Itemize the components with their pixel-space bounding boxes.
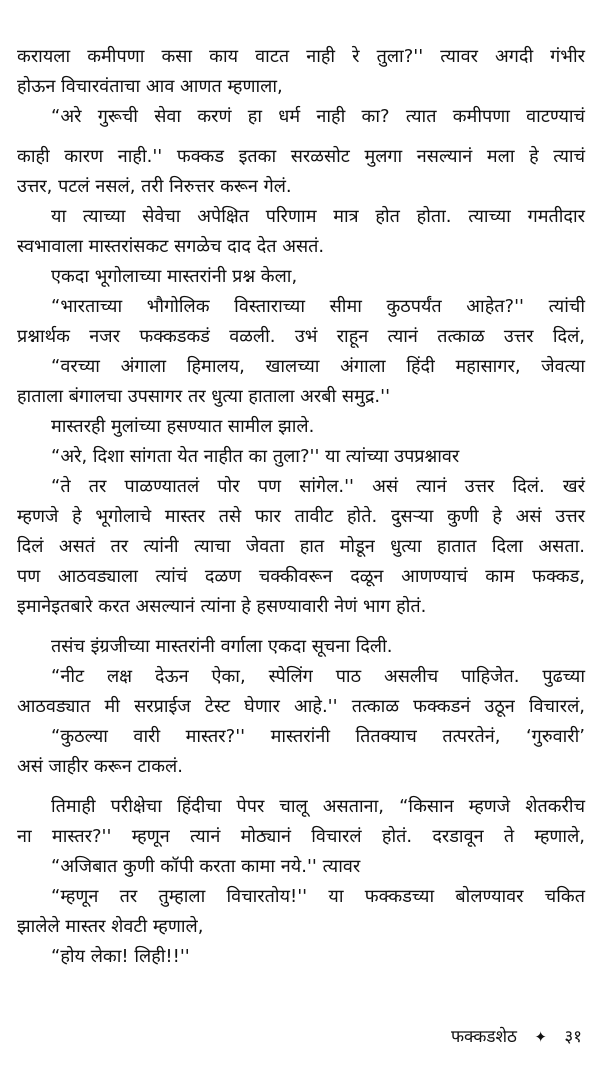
text-line: पण आठवड्याला त्यांचं दळण चक्कीवरून दळून आणण्याचं काम फक्कड, xyxy=(17,566,585,587)
text-line: तिमाही परीक्षेचा हिंदीचा पेपर चालू असताना, “किसान म्हणजे शेतकरीच xyxy=(51,796,585,817)
text-line: हाताला बंगालचा उपसागर तर धुत्या हाताला अरबी समुद्र.'' xyxy=(17,386,391,407)
text-line: “वरच्या अंगाला हिमालय, खालच्या अंगाला हिंदी महासागर, जेवत्या xyxy=(51,356,585,377)
text-line: म्हणजे हे भूगोलाचे मास्तर तसे फार तावीट होते. दुसऱ्या कुणी हे असं उत्तर xyxy=(17,506,585,527)
text-line: “म्हणून तर तुम्हाला विचारतोय!'' या फक्कडच्या बोलण्यावर चकित xyxy=(51,886,585,907)
text-line: स्वभावाला मास्तरांसकट सगळेच दाद देत असतं. xyxy=(17,236,325,257)
page-footer xyxy=(451,1023,582,1051)
text-line: या त्याच्या सेवेचा अपेक्षित परिणाम मात्र होत होता. त्याच्या गमतीदार xyxy=(51,206,585,227)
text-line: “कुठल्या वारी मास्तर?'' मास्तरांनी तितक्याच तत्परतेनं, ‘गुरुवारी’ xyxy=(51,726,585,747)
page-number: ३१ xyxy=(564,1027,582,1047)
text-line: आठवड्यात मी सरप्राईज टेस्ट घेणार आहे.'' तत्काळ फक्कडनं उठून विचारलं, xyxy=(17,696,585,717)
text-line: होऊन विचारवंताचा आव आणत म्हणाला, xyxy=(17,76,283,97)
text-line: “अरे गुरूची सेवा करणं हा धर्म नाही का? त्यात कमीपणा वाटण्याचं xyxy=(51,106,585,127)
text-line: एकदा भूगोलाच्या मास्तरांनी प्रश्न केला, xyxy=(51,266,298,287)
text-line: “अजिबात कुणी कॉपी करता कामा नये.'' त्यावर xyxy=(51,856,361,877)
separator-star-icon: ✦ xyxy=(534,1028,547,1046)
text-line: दिलं असतं तर त्यांनी त्याचा जेवता हात मोडून धुत्या हातात दिला असता. xyxy=(17,536,585,557)
text-line: मास्तरही मुलांच्या हसण्यात सामील झाले. xyxy=(51,416,315,437)
text-line: “नीट लक्ष देऊन ऐका, स्पेलिंग पाठ असलीच पाहिजेत. पुढच्या xyxy=(51,666,585,687)
text-line: झालेले मास्तर शेवटी म्हणाले, xyxy=(17,916,204,937)
text-line: “अरे, दिशा सांगता येत नाहीत का तुला?'' या त्यांच्या उपप्रश्नावर xyxy=(51,446,460,467)
running-title: फक्कडशेठ xyxy=(450,1027,517,1047)
text-line: उत्तर, पटलं नसलं, तरी निरुत्तर करून गेलं. xyxy=(17,176,292,197)
text-line: असं जाहीर करून टाकलं. xyxy=(17,756,183,777)
text-line: इमानेइतबारे करत असल्यानं त्यांना हे हसण्यावारी नेणं भाग होतं. xyxy=(17,596,427,617)
text-line: “ते तर पाळण्यातलं पोर पण सांगेल.'' असं त्यानं उत्तर दिलं. खरं xyxy=(51,476,585,497)
text-line: ना मास्तर?'' म्हणून त्यानं मोठ्यानं विचारलं होतं. दरडावून ते म्हणाले, xyxy=(17,826,585,847)
text-line: “होय लेका! लिही!!'' xyxy=(51,946,190,967)
text-line: तसंच इंग्रजीच्या मास्तरांनी वर्गाला एकदा सूचना दिली. xyxy=(51,636,393,657)
text-line: करायला कमीपणा कसा काय वाटत नाही रे तुला?'' त्यावर अगदी गंभीर xyxy=(17,46,585,67)
text-line: काही कारण नाही.'' फक्कड इतका सरळसोट मुलगा नसल्यानं मला हे त्याचं xyxy=(17,146,585,167)
text-line: प्रश्नार्थक नजर फक्कडकडं वळली. उभं राहून त्यानं तत्काळ उत्तर दिलं, xyxy=(17,326,585,347)
text-line: “भारताच्या भौगोलिक विस्ताराच्या सीमा कुठपर्यंत आहेत?'' त्यांची xyxy=(51,296,585,317)
